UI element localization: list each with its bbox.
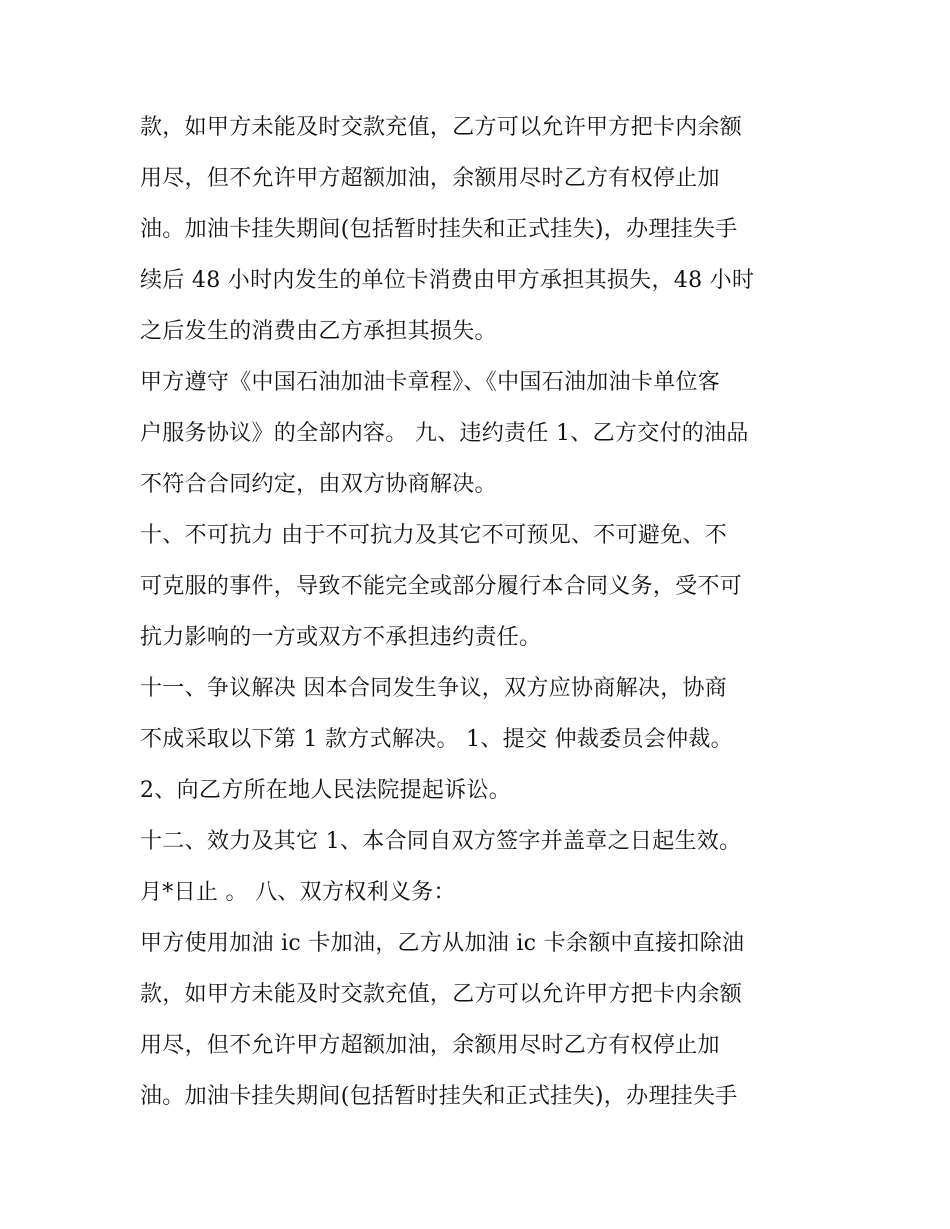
text-line: 油。加油卡挂失期间(包括暂时挂失和正式挂失)，办理挂失手 — [140, 217, 738, 242]
text-line: 用尽，但不允许甲方超额加油，余额用尽时乙方有权停止加 — [140, 166, 720, 191]
text-line: 甲方使用加油 ic 卡加油，乙方从加油 ic 卡余额中直接扣除油 — [140, 931, 745, 956]
text-line: 之后发生的消费由乙方承担其损失。 — [140, 319, 497, 344]
text-line: 款，如甲方未能及时交款充值，乙方可以允许甲方把卡内余额 — [140, 115, 743, 140]
text-line: 不成采取以下第 1 款方式解决。 1、提交 仲裁委员会仲裁。 — [140, 727, 733, 752]
text-line: 用尽，但不允许甲方超额加油，余额用尽时乙方有权停止加 — [140, 1033, 720, 1058]
text-line: 续后 48 小时内发生的单位卡消费由甲方承担其损失，48 小时 — [140, 268, 755, 293]
text-line: 抗力影响的一方或双方不承担违约责任。 — [140, 625, 542, 650]
text-line: 十二、效力及其它 1、本合同自双方签字并盖章之日起生效。 — [140, 829, 742, 854]
text-line: 户服务协议》的全部内容。 九、违约责任 1、乙方交付的油品 — [140, 421, 749, 446]
text-line: 十一、争议解决 因本合同发生争议，双方应协商解决，协商 — [140, 676, 728, 701]
text-line: 款，如甲方未能及时交款充值，乙方可以允许甲方把卡内余额 — [140, 982, 743, 1007]
text-line: 月*日止 。 八、双方权利义务： — [140, 880, 456, 905]
text-line: 甲方遵守《中国石油加油卡章程》、《中国石油加油卡单位客 — [140, 370, 721, 395]
text-line: 油。加油卡挂失期间(包括暂时挂失和正式挂失)，办理挂失手 — [140, 1084, 738, 1109]
text-line: 可克服的事件，导致不能完全或部分履行本合同义务，受不可 — [140, 574, 743, 599]
text-line: 不符合合同约定，由双方协商解决。 — [140, 472, 497, 497]
text-line: 2、向乙方所在地人民法院提起诉讼。 — [140, 778, 512, 803]
document-body — [140, 102, 820, 1122]
text-line: 十、不可抗力 由于不可抗力及其它不可预见、不可避免、不 — [140, 523, 728, 548]
